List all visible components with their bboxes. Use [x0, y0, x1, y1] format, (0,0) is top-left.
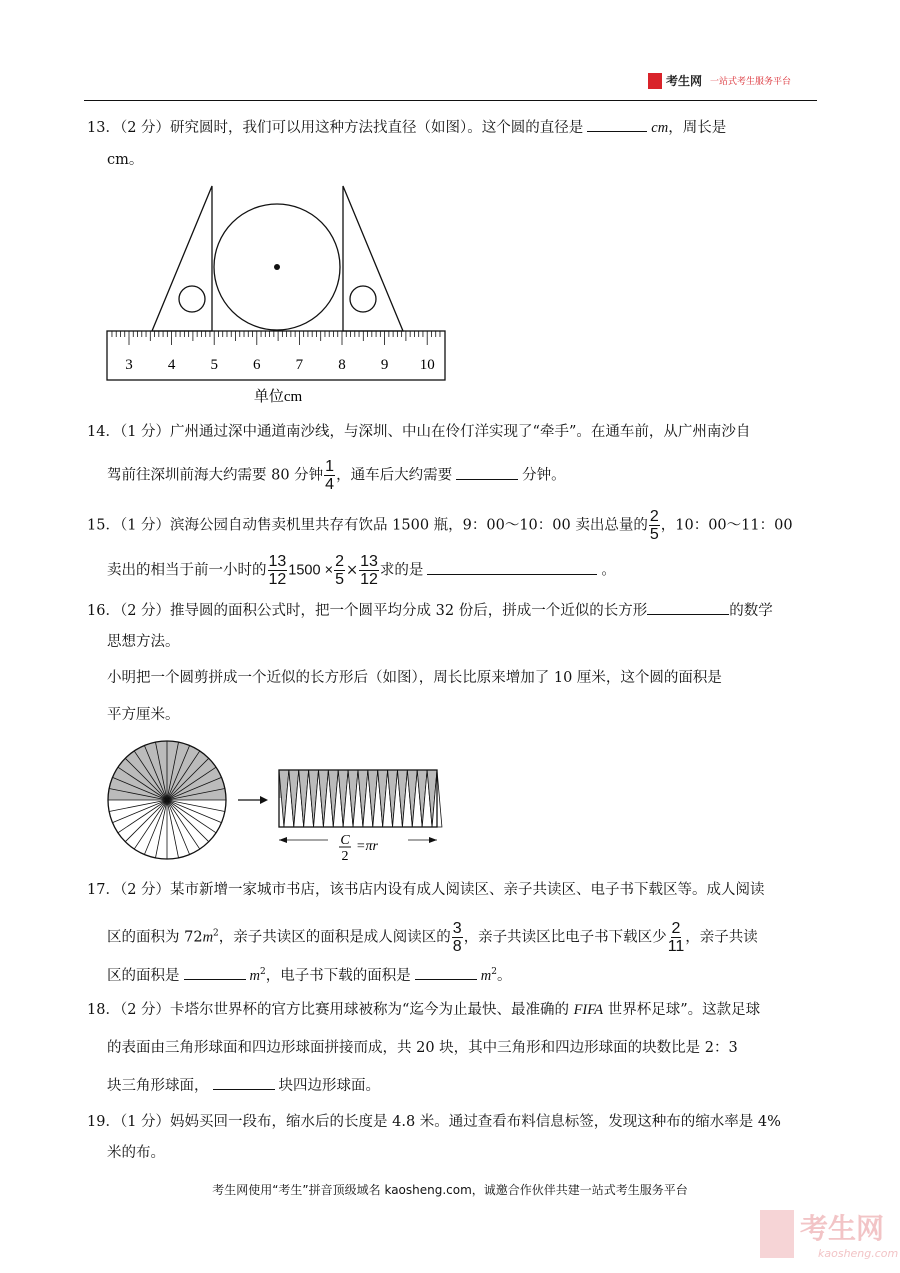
q18-blank — [213, 1075, 275, 1090]
q17-text: ，亲子共读 — [685, 929, 758, 946]
q15-blank — [427, 560, 597, 575]
q15-expr: × — [345, 562, 359, 579]
ruler-label: 3 — [125, 357, 133, 373]
q13-blank-diameter — [587, 117, 647, 132]
fraction: $\frac{1}{4}$ — [325, 458, 335, 493]
q16-text: 的数学 — [729, 603, 773, 619]
q17-text: 区的面积为 72 — [107, 929, 203, 946]
q17-text: ，电子书下载的面积是 — [265, 967, 411, 984]
ruler-label: 6 — [253, 357, 261, 373]
unit: m — [249, 967, 260, 984]
right-triangle — [343, 186, 403, 331]
q16-text: 16．（2 分）推导圆的面积公式时，把一个圆平均分成 32 份后，拼成一个近似的长方形 — [87, 603, 648, 619]
circle-to-rectangle-figure — [100, 735, 480, 865]
fraction: $\frac{13}{12}$ — [268, 553, 287, 588]
logo-name: 考生网 — [666, 74, 703, 88]
q18-line2: 的表面由三角形球面和四边形球面拼接而成，共 20 块，其中三角形和四边形球面的块数比是 2：3 — [107, 1040, 738, 1056]
q18-line3 — [107, 1075, 380, 1096]
q15-line1 — [87, 508, 793, 543]
q13-tail: ，周长是 — [668, 120, 727, 136]
q17-text: ，亲子共读区比电子书下载区少 — [463, 929, 667, 946]
fifa: FIFA — [573, 1002, 604, 1018]
q16-blank — [647, 600, 729, 615]
sector-line — [167, 800, 209, 842]
ruler-caption: 单位cm — [253, 389, 303, 405]
q14-text: 分钟。 — [522, 467, 566, 484]
q15-line2 — [107, 553, 616, 588]
watermark-domain: kaosheng.com — [818, 1247, 899, 1260]
unit-sup: 2 — [259, 967, 266, 977]
q18-text: 18．（2 分）卡塔尔世界杯的官方比赛用球被称为“迄今为止最快、最准确的 — [87, 1002, 569, 1018]
q15-text: 15．（1 分）滨海公园自动售卖机里共存有饮品 1500 瓶，9：00～10：00 卖出总量的 — [87, 517, 648, 534]
q15-text: ，10：00～11：00 — [660, 517, 793, 534]
unit-sup: 2 — [491, 967, 497, 977]
label-2: 2 — [341, 849, 349, 864]
ruler-body — [107, 331, 445, 380]
q16-line4: 平方厘米。 — [107, 707, 180, 723]
q18-text: 块四边形球面。 — [278, 1078, 380, 1094]
header-rule — [84, 100, 817, 101]
right-small-circle — [350, 286, 376, 312]
q15-text: 求的是 — [379, 562, 424, 579]
q18-line1 — [87, 1000, 760, 1020]
fraction: $\frac{3}{8}$ — [452, 920, 462, 955]
fraction: $\frac{2}{5}$ — [649, 508, 659, 543]
logo-mark-icon — [648, 73, 662, 89]
q16-line1 — [87, 600, 773, 621]
q18-text: 块三角形球面， — [107, 1078, 209, 1094]
ruler-label: 10 — [419, 357, 435, 373]
watermark-logo-icon — [760, 1210, 794, 1258]
q17-blank-1 — [184, 965, 246, 980]
ruler-label: 8 — [338, 357, 346, 373]
fraction: $\frac{2}{11}$ — [667, 920, 685, 955]
ruler-figure — [100, 183, 460, 408]
q13-line1 — [87, 117, 726, 138]
left-triangle — [152, 186, 212, 331]
q14-text: ，通车后大约需要 — [336, 467, 453, 484]
q18-text: 世界杯足球”。这款足球 — [607, 1002, 761, 1018]
q17-text: 区的面积是 — [107, 967, 180, 984]
fraction: $\frac{13}{12}$ — [360, 553, 378, 588]
q15-expr: 1500 × — [288, 562, 334, 579]
q17-line2 — [107, 920, 758, 955]
q16-line3: 小明把一个圆剪拼成一个近似的长方形后（如图），周长比原来增加了 10 厘米，这个圆的面积是 — [107, 670, 722, 686]
q13-text: 13．（2 分）研究圆时，我们可以用这种方法找直径（如图）。这个圆的直径是 — [87, 120, 584, 136]
unit: m — [480, 967, 492, 984]
ruler-ticks — [112, 331, 440, 345]
q16-line2: 思想方法。 — [107, 634, 180, 650]
q13-line2: cm。 — [107, 152, 144, 168]
q19-line2: 米的布。 — [107, 1145, 165, 1161]
left-small-circle — [179, 286, 205, 312]
fraction: $\frac{2}{5}$ — [335, 553, 344, 588]
watermark — [800, 1207, 898, 1260]
watermark-name: 考生网 — [800, 1212, 885, 1245]
sector-line — [125, 800, 167, 842]
label-c: C — [340, 833, 350, 848]
q14-text: 驾前往深圳前海大约需要 80 分钟 — [107, 467, 324, 484]
q15-text: 。 — [601, 562, 616, 579]
q19-line1: 19．（1 分）妈妈买回一段布，缩水后的长度是 4.8 米。通过查看布料信息标签，发现这种布的缩水率是 4% — [87, 1114, 781, 1130]
q17-line3 — [107, 962, 511, 986]
q14-line2 — [107, 458, 566, 493]
unit-sup: 2 — [213, 928, 219, 939]
q17-line1: 17．（2 分）某市新增一家城市书店，该书店内设有成人阅读区、亲子共读区、电子书下载区等。成人阅读 — [87, 882, 765, 898]
q17-blank-2 — [415, 965, 477, 980]
unit: m — [202, 929, 214, 946]
q15-text: 卖出的相当于前一小时的 — [107, 562, 267, 579]
q14-line1: 14．（1 分）广州通过深中通道南沙线，与深圳、中山在伶仃洋实现了“牵手”。在通车前，从广州南沙自 — [87, 424, 751, 440]
ruler-label: 5 — [210, 357, 218, 373]
ruler-label: 7 — [295, 357, 304, 373]
logo-slogan: 一站式考生服务平台 — [710, 77, 792, 87]
ruler-label: 9 — [380, 357, 389, 373]
circle-center — [274, 264, 280, 270]
site-logo — [648, 72, 791, 89]
ruler-label: 4 — [167, 357, 176, 373]
label-pi-r: =πr — [356, 839, 378, 854]
unit: cm — [651, 120, 669, 136]
arrow-right-icon — [260, 796, 268, 804]
q14-blank — [456, 465, 518, 480]
footer-text: 考生网使用“考生”拼音顶级域名 kaosheng.com，诚邀合作伙伴共建一站式考生服务平台 — [212, 1183, 688, 1197]
q17-text: ，亲子共读区的面积是成人阅读区的 — [218, 929, 451, 946]
q17-text: 。 — [496, 967, 512, 984]
